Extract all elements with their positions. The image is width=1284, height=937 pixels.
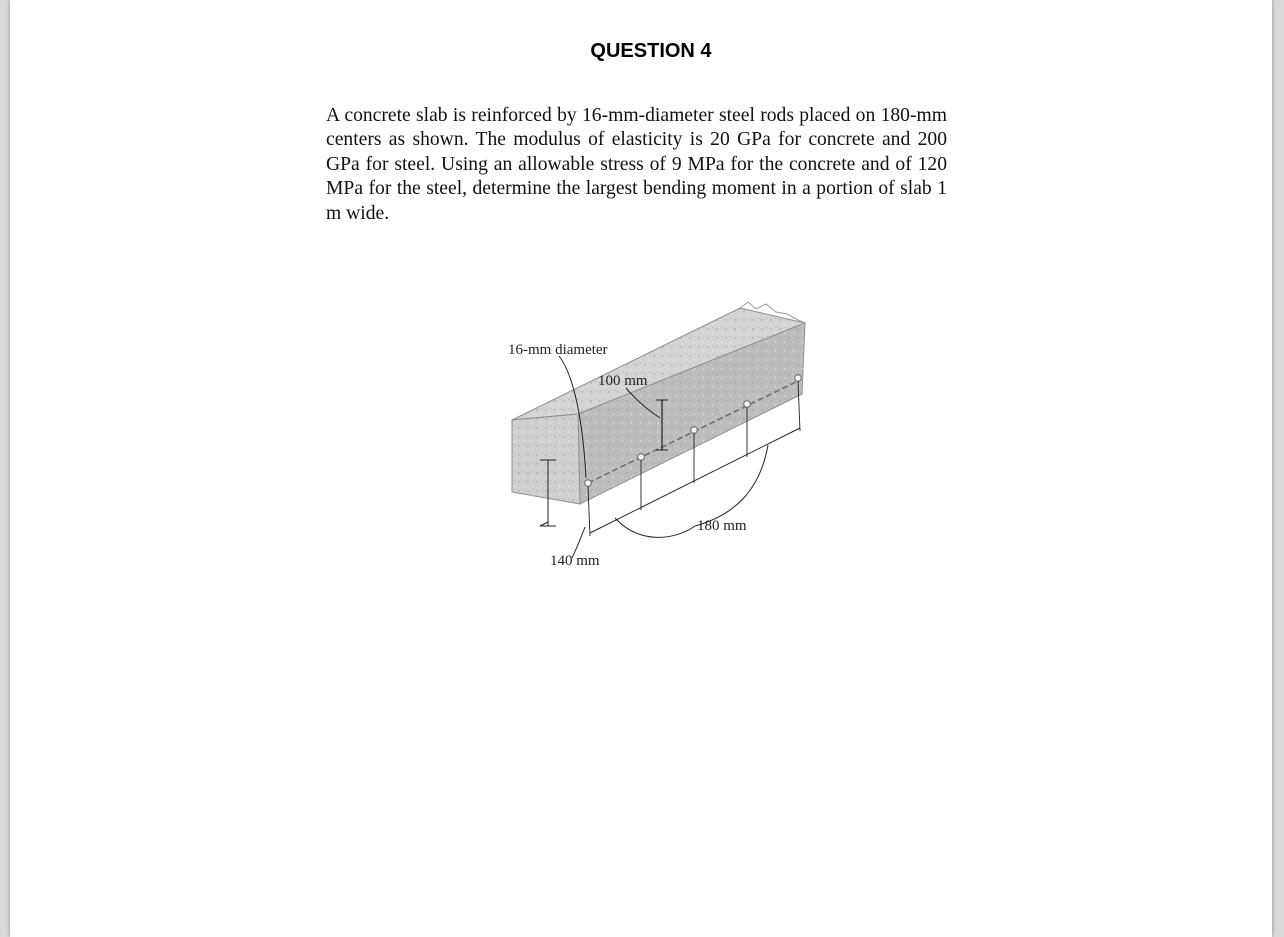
label-spacing: 180 mm xyxy=(697,518,747,534)
document-page xyxy=(10,0,1272,937)
slab-figure xyxy=(490,290,830,590)
rod xyxy=(795,375,802,382)
slab-diagram xyxy=(490,290,830,590)
label-height: 140 mm xyxy=(550,553,600,569)
rod xyxy=(691,427,698,434)
rod xyxy=(744,401,751,408)
problem-statement: A concrete slab is reinforced by 16-mm-diameter steel rods placed on 180-mm centers as shown. The modulus of elasticity is 20 GPa for concrete and 200 GPa for steel. Using an allowable stress of 9 MPa for the concrete and of 120 MPa for the steel, determine the largest bending moment in a portion of slab 1 m wide. xyxy=(326,105,947,224)
question-title: QUESTION 4 xyxy=(590,40,712,62)
label-diameter: 16-mm diameter xyxy=(508,342,608,358)
rod xyxy=(585,480,592,487)
label-depth: 100 mm xyxy=(598,373,648,389)
rod xyxy=(638,454,645,461)
